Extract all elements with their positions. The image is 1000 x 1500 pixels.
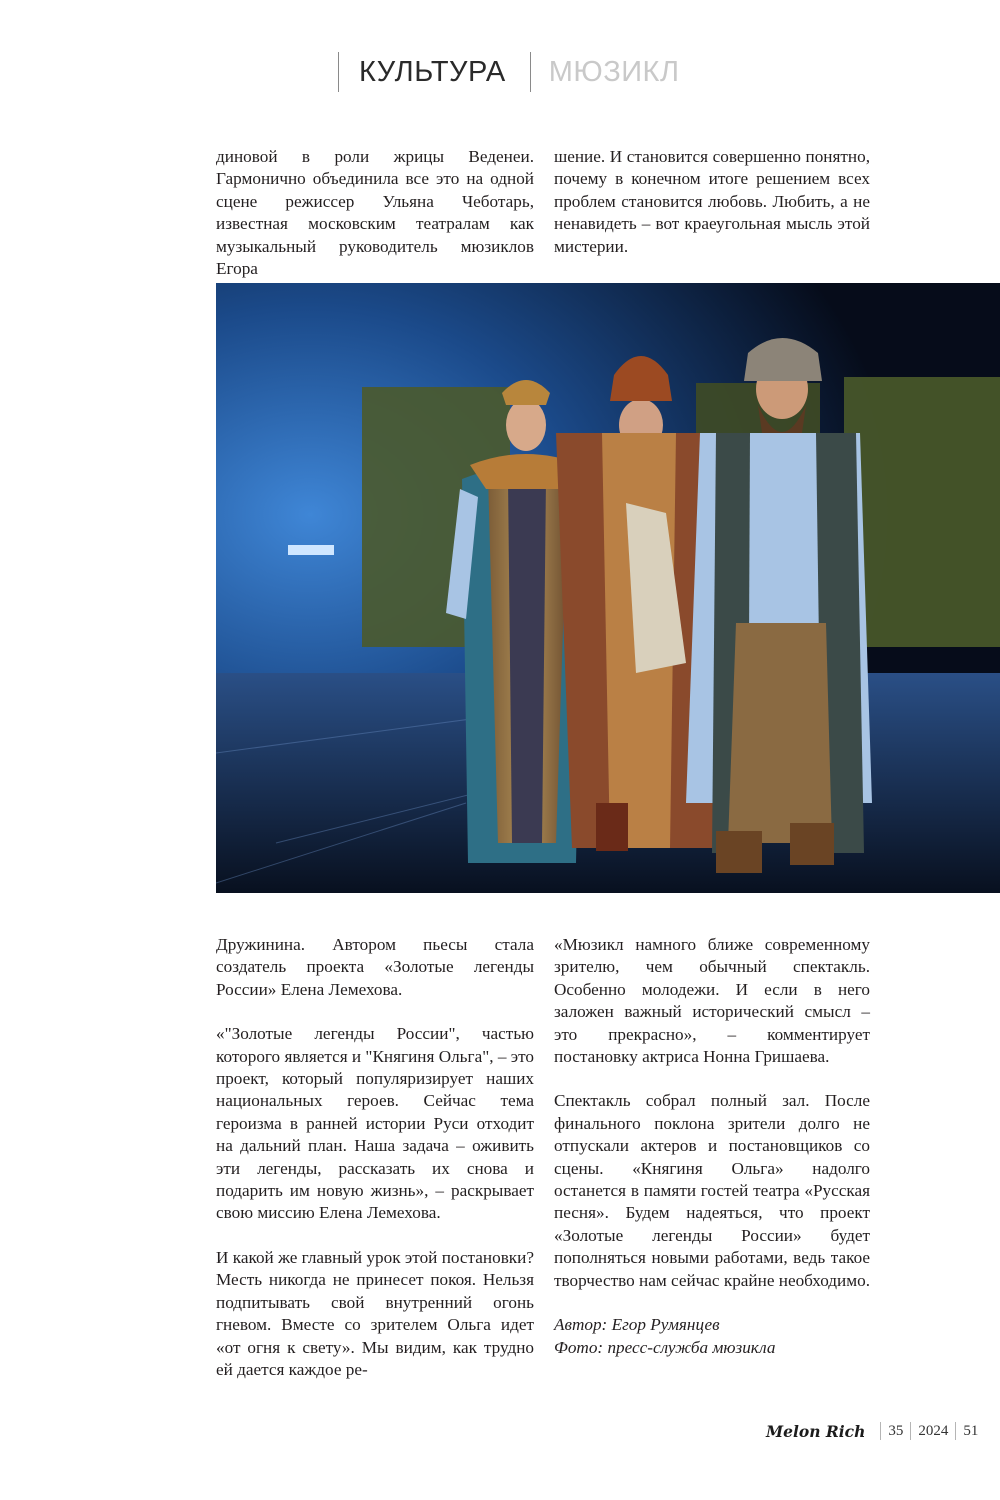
article-column-top-right	[554, 146, 870, 258]
paragraph: шение. И становится совершенно понятно, почему в конечном итоге решением всех проблем становится любовь. Любить, а не ненавидеть – вот краеугольная мысль этой мистерии.	[554, 147, 870, 256]
article-column-bottom-left	[216, 934, 534, 1381]
author-credit: Автор: Егор Румянцев	[554, 1315, 720, 1335]
section-title: КУЛЬТУРА	[359, 55, 506, 88]
footer-divider	[955, 1422, 956, 1440]
paragraph: Спектакль собрал полный зал. После финального поклона зрители долго не отпускали актеров и постановщиков со сцены. «Княгиня Ольга» надолго останется в памяти гостей театра «Русская песня». Будем надеяться, что проект «Золотые легенды России» будет пополняться новыми работами, ведь такое творчество нам сейчас крайне необходимо.	[554, 1091, 871, 1290]
stage-photo-illustration	[216, 283, 1000, 893]
issue-number: 35	[888, 1422, 904, 1439]
page-number: 51	[963, 1422, 979, 1439]
paragraph: диновой в роли жрицы Веденеи. Гармонично объединила все это на одной сцене режиссер Ульяна Чеботарь, известная московским театралам как музыкальный руководитель мюзиклов Егора	[216, 147, 534, 279]
page-footer	[766, 1418, 978, 1444]
section-header	[338, 52, 679, 92]
footer-divider	[910, 1422, 911, 1440]
paragraph: И какой же главный урок этой постановки? Месть никогда не принесет покоя. Нельзя подпитывать свой внутренний огонь гневом. Вместе со зрителем Ольга идет «от огня к свету». Мы видим, как трудно ей дается каждое ре-	[216, 1247, 534, 1379]
quote-paragraph: «"Золотые легенды России", частью которого является и "Княгиня Ольга", – это проект, который популяризирует наших национальных героев. Сейчас тема героизма в ранней истории Руси отходит на дальний план. Наша задача – оживить эти легенды, рассказать их снова и подарить им новую жизнь», – раскрывает свою миссию Елена Лемехова.	[216, 1024, 534, 1223]
paragraph: Дружинина. Автором пьесы стала создатель проекта «Золотые легенды России» Елена Лемехова.	[216, 935, 534, 999]
quote-paragraph: «Мюзикл намного ближе современному зрителю, чем обычный спектакль. Особенно молодежи. И если в него заложен важный исторический смысл – это прекрасно», – комментирует постановку актриса Нонна Гришаева.	[554, 935, 870, 1067]
photo-credit: Фото: пресс-служба мюзикла	[554, 1337, 776, 1357]
stage-photo	[216, 283, 1000, 893]
issue-year: 2024	[918, 1422, 949, 1439]
magazine-logo: Melon Rich	[766, 1421, 866, 1441]
article-column-top-left	[216, 146, 534, 280]
footer-divider	[880, 1422, 881, 1440]
article-column-bottom-right	[554, 934, 870, 1359]
subsection-title: МЮЗИКЛ	[548, 55, 680, 88]
